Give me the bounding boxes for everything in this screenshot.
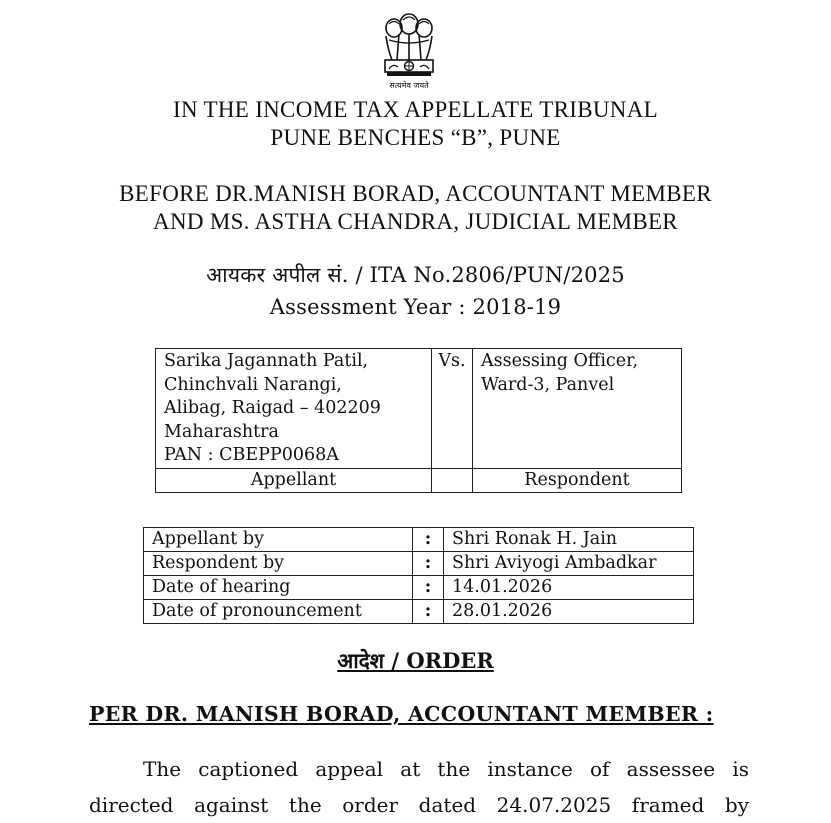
body-paragraph-line: The captioned appeal at the instance of assessee is xyxy=(143,757,749,781)
state-emblem-icon xyxy=(377,10,441,92)
appellant-line: Alibag, Raigad – 402209 xyxy=(164,398,381,418)
table-row xyxy=(144,552,694,576)
appellant-line: Chinchvali Narangi, xyxy=(164,374,342,395)
body-paragraph-line: directed against the order dated 24.07.2025 framed by xyxy=(89,793,749,817)
hearing-value: 14.01.2026 xyxy=(444,576,694,600)
per-heading: PER DR. MANISH BORAD, ACCOUNTANT MEMBER : xyxy=(89,702,714,726)
hearing-value: Shri Ronak H. Jain xyxy=(444,528,694,552)
hearing-value: 28.01.2026 xyxy=(444,600,694,624)
ita-number: आयकर अपील सं. / ITA No.2806/PUN/2025 xyxy=(206,263,625,287)
hearing-table xyxy=(143,527,694,624)
parties-table xyxy=(155,348,682,493)
respondent-line: Ward-3, Panvel xyxy=(481,374,615,395)
hearing-value: Shri Aviyogi Ambadkar xyxy=(444,552,694,576)
hearing-separator: : xyxy=(413,552,444,576)
respondent-line: Assessing Officer, xyxy=(481,351,639,371)
hearing-separator: : xyxy=(413,576,444,600)
table-row xyxy=(144,528,694,552)
hearing-label: Date of hearing xyxy=(144,576,413,600)
bench-title: PUNE BENCHES “B”, PUNE xyxy=(270,125,561,150)
respondent-details xyxy=(473,349,682,469)
appellant-line: Maharashtra xyxy=(164,421,279,442)
coram-line-2: AND MS. ASTHA CHANDRA, JUDICIAL MEMBER xyxy=(153,209,678,234)
appellant-details xyxy=(156,349,432,469)
tribunal-title: IN THE INCOME TAX APPELLATE TRIBUNAL xyxy=(173,97,658,122)
hearing-label: Date of pronouncement xyxy=(144,600,413,624)
order-title: आदेश / ORDER xyxy=(337,648,494,673)
versus-label: Vs. xyxy=(432,349,473,469)
table-row xyxy=(144,600,694,624)
appellant-pan: PAN : CBEPP0068A xyxy=(164,445,339,465)
hearing-separator: : xyxy=(413,528,444,552)
hearing-separator: : xyxy=(413,600,444,624)
hearing-label: Respondent by xyxy=(144,552,413,576)
assessment-year: Assessment Year : 2018-19 xyxy=(269,295,562,319)
respondent-label: Respondent xyxy=(473,468,682,493)
emblem-motto: सत्यमेव जयते xyxy=(389,81,429,90)
coram-line-1: BEFORE DR.MANISH BORAD, ACCOUNTANT MEMBER xyxy=(119,181,712,206)
empty-cell xyxy=(432,468,473,493)
appellant-label: Appellant xyxy=(156,468,432,493)
table-row xyxy=(144,576,694,600)
appellant-line: Sarika Jagannath Patil, xyxy=(164,351,369,371)
hearing-label: Appellant by xyxy=(144,528,413,552)
